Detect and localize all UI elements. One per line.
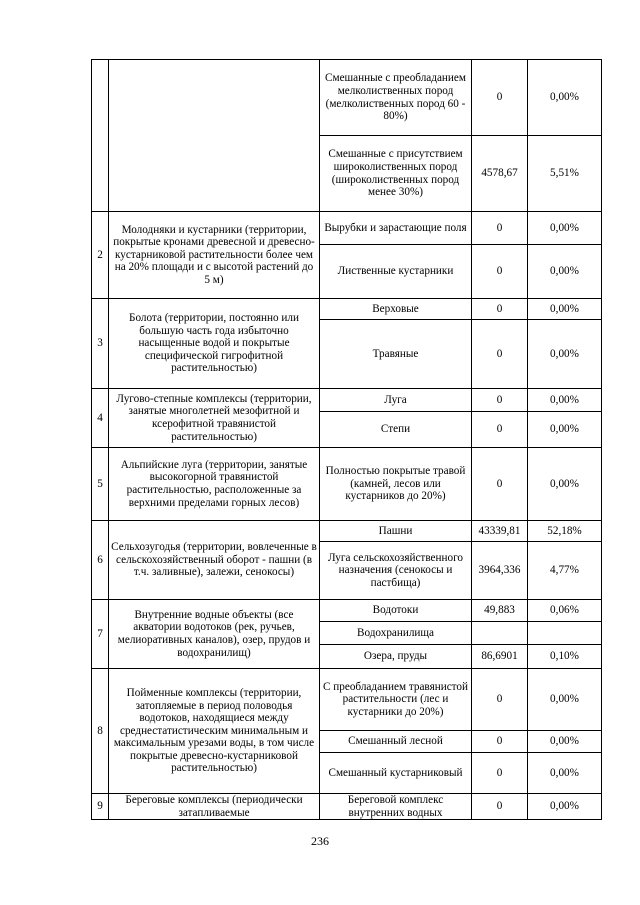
area-cell: 0 [472, 212, 528, 245]
row-number-cell: 2 [92, 212, 109, 299]
percent-cell: 0,00% [528, 299, 602, 320]
area-cell [472, 622, 528, 645]
subcategory-cell: Смешанные с присутствием широколиственных пород (широколиственных пород менее 30%) [320, 136, 472, 212]
category-cell: Пойменные комплексы (территории, затопляемые в период половодья водотоков, находящиеся между среднестатистическим минимальным и максимальным урезами воды, в том числе покрытые древесно-кустарниковой растительностью) [109, 669, 320, 794]
percent-cell: 4,77% [528, 542, 602, 600]
area-cell: 0 [472, 794, 528, 820]
percent-cell: 0,00% [528, 412, 602, 448]
row-number-cell [92, 60, 109, 212]
row-number-cell: 4 [92, 389, 109, 448]
row-number-cell: 7 [92, 600, 109, 669]
area-cell: 3964,336 [472, 542, 528, 600]
percent-cell: 0,00% [528, 753, 602, 794]
percent-cell: 0,10% [528, 645, 602, 669]
land-cover-table [91, 59, 602, 820]
subcategory-cell: Водохранилища [320, 622, 472, 645]
percent-cell: 0,00% [528, 245, 602, 299]
percent-cell: 0,00% [528, 389, 602, 412]
area-cell: 0 [472, 753, 528, 794]
table-row [92, 60, 602, 136]
subcategory-cell: Озера, пруды [320, 645, 472, 669]
area-cell: 0 [472, 60, 528, 136]
table-row [92, 521, 602, 542]
subcategory-cell: Луга [320, 389, 472, 412]
subcategory-cell: Лиственные кустарники [320, 245, 472, 299]
category-cell: Внутренние водные объекты (все акватории водотоков (рек, ручьев, мелиоративных каналов), озер, прудов и водохранилищ) [109, 600, 320, 669]
area-cell: 0 [472, 412, 528, 448]
subcategory-cell: Вырубки и зарастающие поля [320, 212, 472, 245]
subcategory-cell: Смешанный кустарниковый [320, 753, 472, 794]
subcategory-cell: Смешанный лесной [320, 731, 472, 753]
area-cell: 0 [472, 299, 528, 320]
subcategory-cell: Степи [320, 412, 472, 448]
area-cell: 0 [472, 320, 528, 389]
percent-cell: 0,00% [528, 794, 602, 820]
row-number-cell: 3 [92, 299, 109, 389]
category-cell: Сельхозугодья (территории, вовлеченные в сельскохозяйственный оборот - пашни (в т.ч. заливные), залежи, сенокосы) [109, 521, 320, 600]
area-cell: 4578,67 [472, 136, 528, 212]
subcategory-cell: Верховые [320, 299, 472, 320]
row-number-cell: 6 [92, 521, 109, 600]
subcategory-cell: Водотоки [320, 600, 472, 622]
area-cell: 0 [472, 448, 528, 521]
table-row [92, 448, 602, 521]
percent-cell: 5,51% [528, 136, 602, 212]
row-number-cell: 9 [92, 794, 109, 820]
subcategory-cell: Смешанные с преобладанием мелколиственных пород (мелколиственных пород 60 - 80%) [320, 60, 472, 136]
table-row [92, 669, 602, 731]
subcategory-cell: Пашни [320, 521, 472, 542]
area-cell: 49,883 [472, 600, 528, 622]
percent-cell: 52,18% [528, 521, 602, 542]
category-cell: Альпийские луга (территории, занятые высокогорной травянистой растительностью, расположенные за верхними пределами горных лесов) [109, 448, 320, 521]
area-cell: 0 [472, 731, 528, 753]
area-cell: 86,6901 [472, 645, 528, 669]
percent-cell: 0,00% [528, 669, 602, 731]
percent-cell [528, 622, 602, 645]
page-number: 236 [311, 834, 329, 848]
subcategory-cell: Травяные [320, 320, 472, 389]
percent-cell: 0,00% [528, 448, 602, 521]
subcategory-cell: С преобладанием травянистой растительности (лес и кустарники до 20%) [320, 669, 472, 731]
subcategory-cell: Луга сельскохозяйственного назначения (сенокосы и пастбища) [320, 542, 472, 600]
percent-cell: 0,00% [528, 212, 602, 245]
percent-cell: 0,00% [528, 731, 602, 753]
table-row [92, 794, 602, 820]
area-cell: 0 [472, 245, 528, 299]
table-row [92, 299, 602, 320]
category-cell [109, 60, 320, 212]
subcategory-cell: Полностью покрытые травой (камней, лесов или кустарников до 20%) [320, 448, 472, 521]
row-number-cell: 8 [92, 669, 109, 794]
category-cell: Лугово-степные комплексы (территории, занятые многолетней мезофитной и ксерофитной травянистой растительностью) [109, 389, 320, 448]
area-cell: 0 [472, 669, 528, 731]
area-cell: 0 [472, 389, 528, 412]
percent-cell: 0,06% [528, 600, 602, 622]
percent-cell: 0,00% [528, 320, 602, 389]
table-row [92, 600, 602, 622]
area-cell: 43339,81 [472, 521, 528, 542]
percent-cell: 0,00% [528, 60, 602, 136]
category-cell: Молодняки и кустарники (территории, покрытые кронами древесной и древесно-кустарниковой растительности более чем на 20% площади и с высотой растений до 5 м) [109, 212, 320, 299]
category-cell: Болота (территории, постоянно или большую часть года избыточно насыщенные водой и покрытые специфической гигрофитной растительностью) [109, 299, 320, 389]
subcategory-cell: Береговой комплекс внутренних водных [320, 794, 472, 820]
category-cell: Береговые комплексы (периодически затапливаемые [109, 794, 320, 820]
row-number-cell: 5 [92, 448, 109, 521]
table-row [92, 389, 602, 412]
table-row [92, 212, 602, 245]
